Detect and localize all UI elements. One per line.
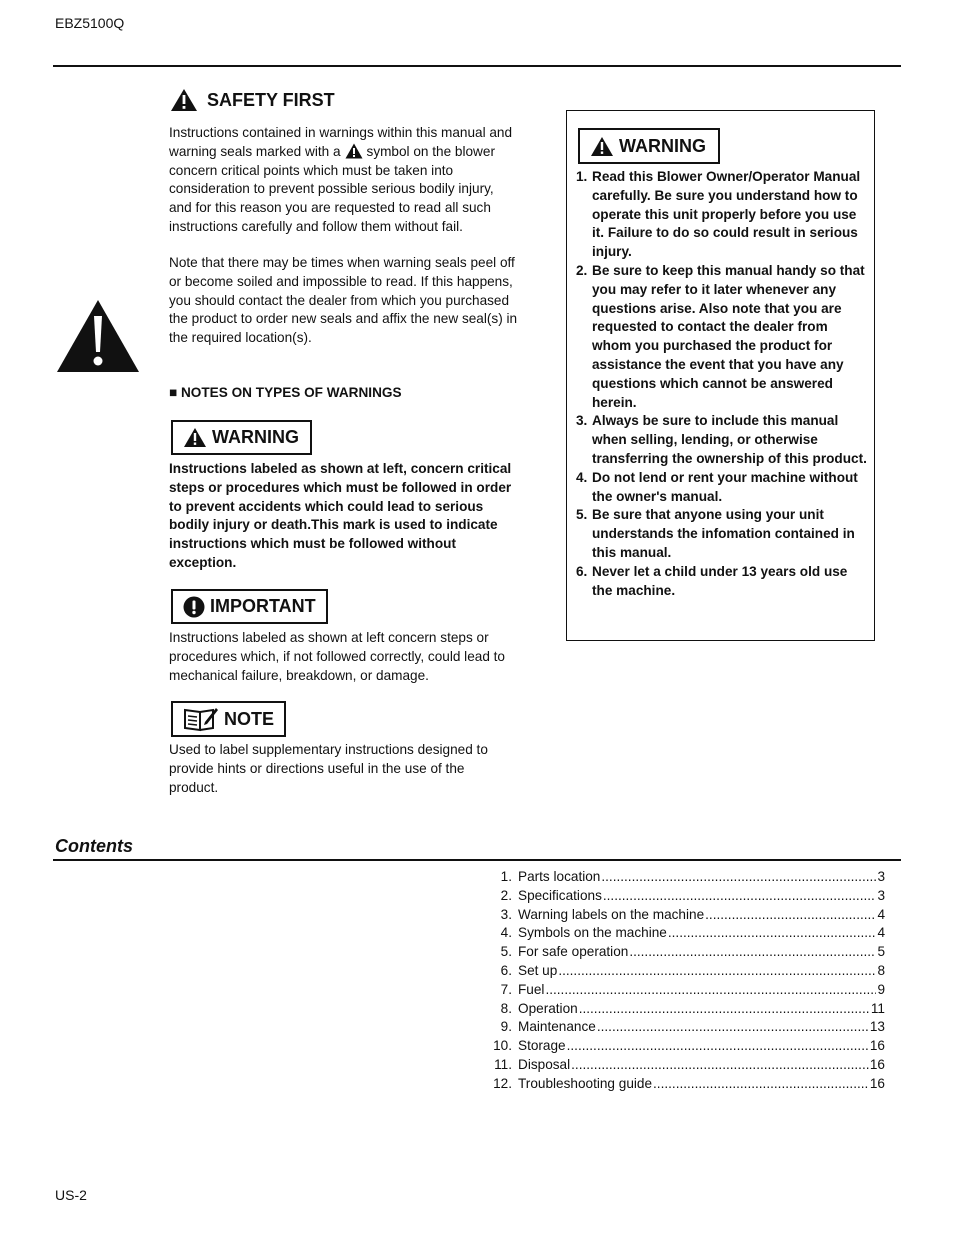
note-label-text: NOTE [224,708,275,729]
toc-entry[interactable]: 1. Parts location ..... 3 [488,868,885,887]
note-description: Used to label supplementary instructions designed to provide hints or directions useful in the use of the product. [169,742,488,795]
warning-label-box [171,420,312,455]
exclamation-circle-icon [183,596,205,618]
list-item: 1. Read this Blower Owner/Operator Manual carefully. Be sure you understand how to operate this unit properly before you use it. Failure to do so could result in serious injury. [576,169,861,260]
list-item: 3. Always be sure to include this manual when selling, lending, or otherwise transferring the ownership of this product. [576,413,867,466]
important-description: Instructions labeled as shown at left concern steps or procedures which, if not followed correctly, could lead to mechanical failure, breakdown, or damage. [169,630,505,683]
safety-intro-before: Instructions contained in warnings within this manual and warning seals marked with a [169,125,513,159]
toc-entry[interactable]: 12. Troubleshooting guide ..... 16 [488,1075,885,1094]
toc-entry[interactable]: 2. Specifications ..... 3 [488,887,885,906]
warning-triangle-icon [183,427,207,448]
note-label-box [171,701,286,737]
warning-description: Instructions labeled as shown at left, concern critical steps or procedures which must be followed in order to prevent accidents which could lead to serious bodily injury or death.This mark is used to indicate instructions which must be followed without exception. [169,461,512,570]
warning-box-label-text: WARNING [619,135,706,156]
toc-entry[interactable]: 11. Disposal ..... 16 [488,1056,885,1075]
contents-rule [53,859,901,861]
toc-entry[interactable]: 7. Fuel ..... 9 [488,981,885,1000]
warning-box-label [578,128,720,164]
model-number: EBZ5100Q [55,15,125,31]
list-item: 2. Be sure to keep this manual handy so that you may refer to it later whenever any questions arise. Also note that you are requested to contact the dealer from whom you purchased the product for assistance the event that you have any questions which cannot be answered herein. [576,262,865,410]
warning-list [576,168,868,600]
toc-entry[interactable]: 5. For safe operation ..... 5 [488,943,885,962]
toc-entry[interactable]: 3. Warning labels on the machine ..... 4 [488,906,885,925]
list-item: 4. Do not lend or rent your machine without the owner's manual. [576,469,858,504]
inline-warning-icon [345,143,363,159]
list-item: 5. Be sure that anyone using your unit understands the infomation contained in this manual. [576,507,855,560]
notes-types-heading: ■ NOTES ON TYPES OF WARNINGS [169,385,402,400]
warning-triangle-icon [170,88,198,112]
warning-label-text: WARNING [212,427,299,447]
seals-note-paragraph: Note that there may be times when warning seals peel off or become soiled and impossible to read. If this happens, you should contact the dealer from which you purchased the product to order new seals and affix the new seal(s) in the required location(s). [169,255,518,346]
toc-entry[interactable]: 9. Maintenance ..... 13 [488,1018,885,1037]
toc-entry[interactable]: 4. Symbols on the machine ..... 4 [488,924,885,943]
toc-entry[interactable]: 6. Set up ..... 8 [488,962,885,981]
open-book-pencil-icon [183,706,219,732]
safety-first-title: SAFETY FIRST [207,89,335,110]
table-of-contents [488,868,885,1094]
page-number: US-2 [55,1187,87,1203]
header-rule [53,65,901,67]
large-warning-icon [55,298,141,374]
safety-first-heading [170,88,335,112]
list-item: 6. Never let a child under 13 years old use the machine. [576,563,848,598]
important-label-text: IMPORTANT [210,596,316,616]
safety-intro-after: symbol on the blower concern critical points which must be taken into consideration to prevent possible serious bodily injury, and for this reason you are requested to read all such instructions carefully and follow them without fail. [169,143,495,234]
warning-triangle-icon [590,136,614,157]
contents-title: Contents [55,836,133,856]
important-label-box [171,589,328,624]
toc-entry[interactable]: 8. Operation ..... 11 [488,1000,885,1019]
toc-entry[interactable]: 10. Storage ..... 16 [488,1037,885,1056]
safety-intro-paragraph [169,124,519,237]
